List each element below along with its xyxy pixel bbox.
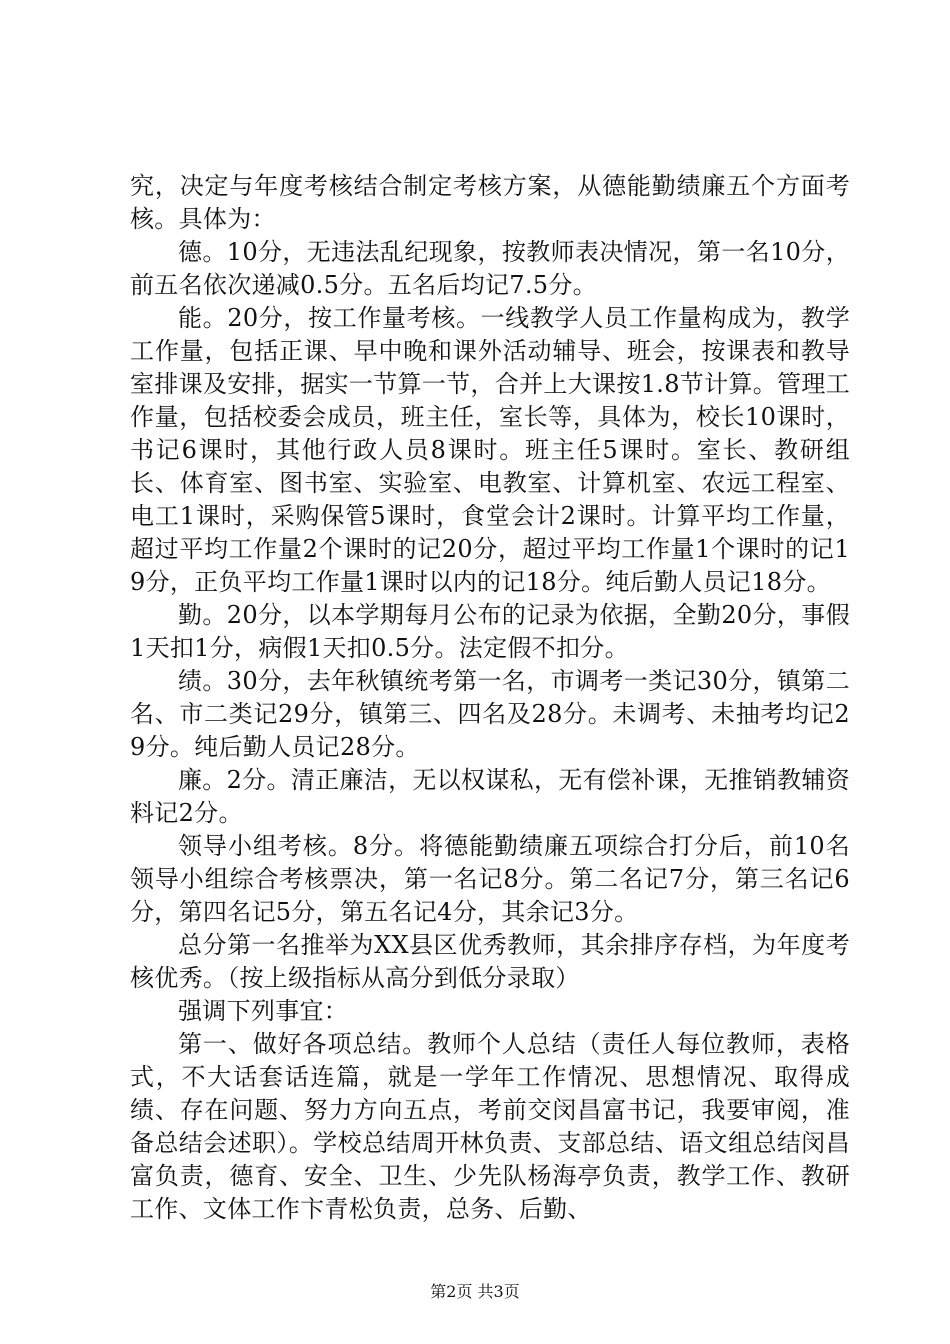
paragraph-neng: 能。20分，按工作量考核。一线教学人员工作量构成为，教学工作量，包括正课、早中晚和课外活动辅导、班会，按课表和教导室排课及安排，据实一节算一节，合并上大课按1.8节计算。管理工作量，包括校委会成员，班主任，室长等，具体为，校长10课时，书记6课时，其他行政人员8课时。班主任5课时。室长、教研组长、体育室、图书室、实验室、电教室、计算机室、农远工程室、电工1课时，采购保管5课时，食堂会计2课时。计算平均工作量，超过平均工作量2个课时的记20分，超过平均工作量1个课时的记19分，正负平均工作量1课时以内的记18分。纯后勤人员记18分。 bbox=[130, 304, 850, 596]
page-footer: 第2页 共3页 bbox=[430, 1282, 520, 1301]
paragraph-summary-tasks: 第一、做好各项总结。教师个人总结（责任人每位教师，表格式，不大话套话连篇，就是一学年工作情况、思想情况、取得成绩、存在问题、努力方向五点，考前交闵昌富书记，我要审阅，准备总结会述职）。学校总结周开林负责、支部总结、语文组总结闵昌富负责，德育、安全、卫生、少先队杨海亭负责，教学工作、教研工作、文体工作卞青松负责，总务、后勤、 bbox=[130, 1030, 850, 1223]
paragraph-intro: 究，决定与年度考核结合制定考核方案，从德能勤绩廉五个方面考核。具体为： bbox=[130, 172, 850, 233]
document-body bbox=[130, 170, 850, 1226]
paragraph-leadership-review: 领导小组考核。8分。将德能勤绩廉五项综合打分后，前10名领导小组综合考核票决，第一名记8分。第二名记7分，第三名记6分，第四名记5分，第五名记4分，其余记3分。 bbox=[130, 832, 850, 926]
paragraph-de: 德。10分，无违法乱纪现象，按教师表决情况，第一名10分，前五名依次递减0.5分。五名后均记7.5分。 bbox=[130, 238, 850, 299]
paragraph-total-score: 总分第一名推举为XX县区优秀教师，其余排序存档，为年度考核优秀。（按上级指标从高分到低分录取） bbox=[130, 931, 850, 992]
paragraph-qin: 勤。20分，以本学期每月公布的记录为依据，全勤20分，事假1天扣1分，病假1天扣0.5分。法定假不扣分。 bbox=[130, 601, 850, 662]
paragraph-lian: 廉。2分。清正廉洁，无以权谋私，无有偿补课，无推销教辅资料记2分。 bbox=[130, 766, 850, 827]
paragraph-ji: 绩。30分，去年秋镇统考第一名，市调考一类记30分，镇第二名、市二类记29分，镇第三、四名及28分。未调考、未抽考均记29分。纯后勤人员记28分。 bbox=[130, 667, 850, 761]
paragraph-emphasis-heading: 强调下列事宜： bbox=[178, 997, 349, 1025]
